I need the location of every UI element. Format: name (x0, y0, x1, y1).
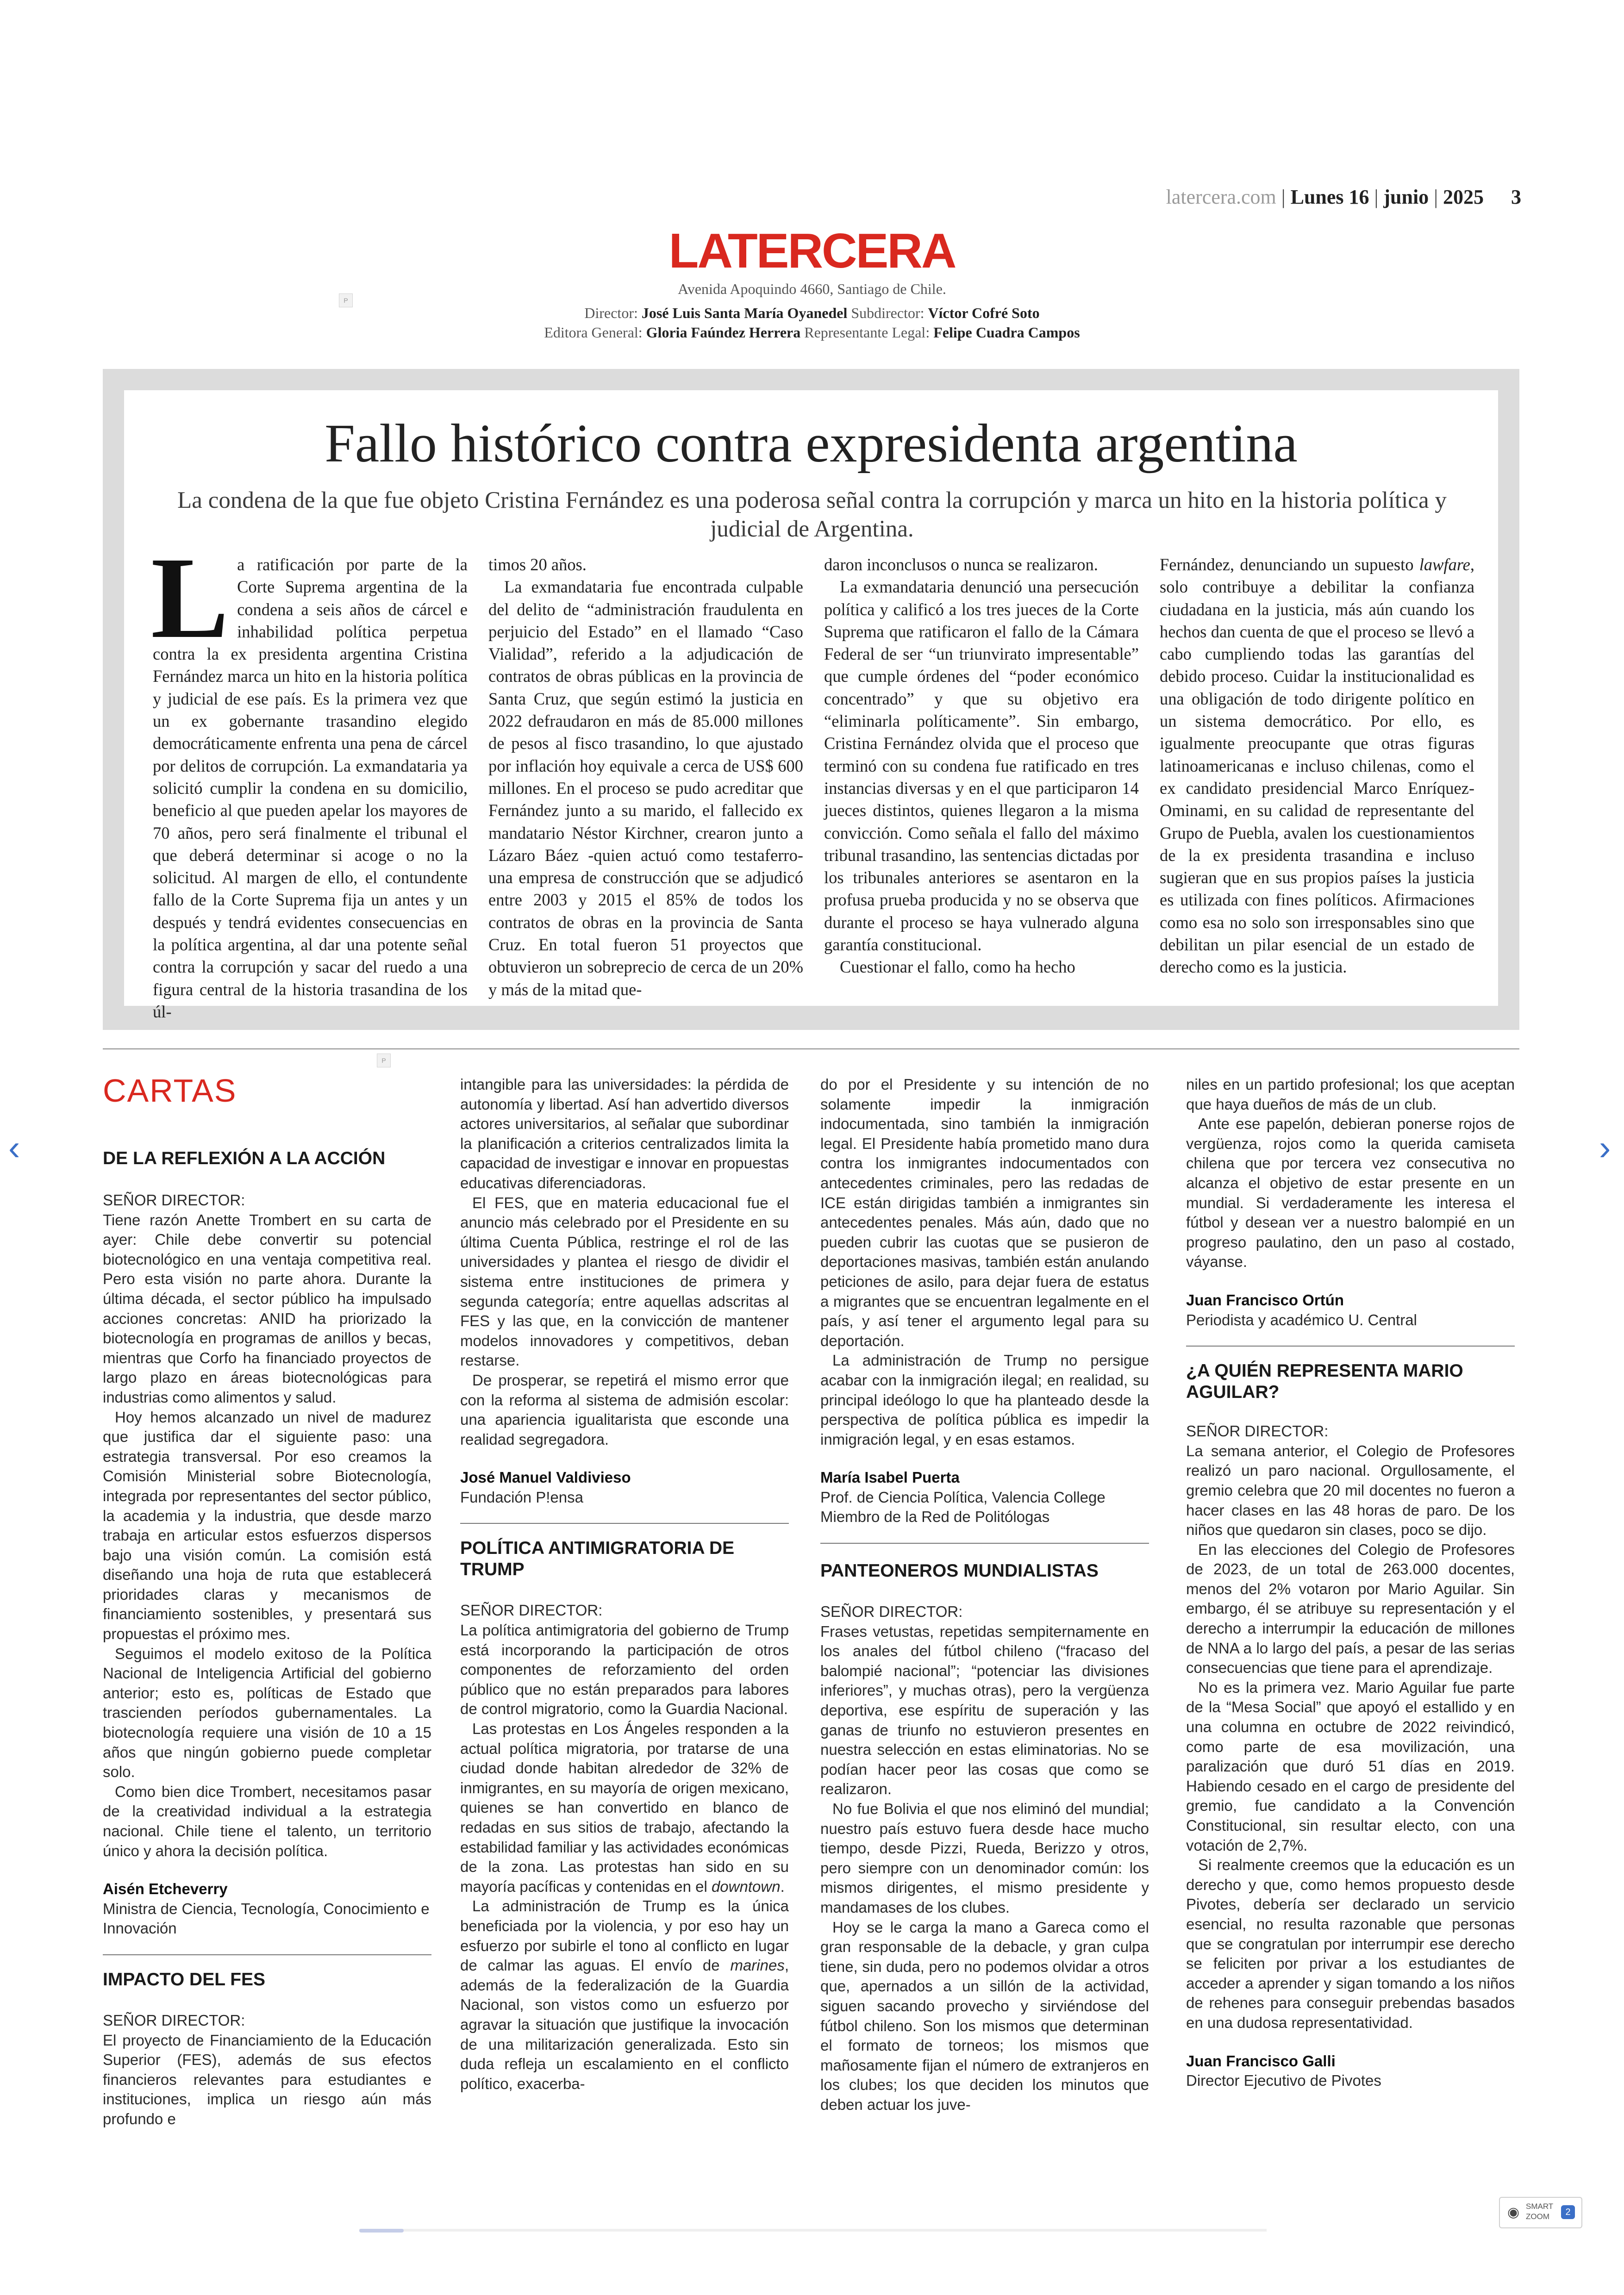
letter-paragraph: Seguimos el modelo exitoso de la Política Nacional de Inteligencia Artificial del gobierno anterior; esto es, políticas de Estado que trascienden períodos gubernamentales. La biotecnología requiere una visión de 10 a 15 años que ningún gobierno puede completar solo. (103, 1645, 431, 1781)
editorial-title: Fallo histórico contra expresidenta argentina (325, 413, 1298, 474)
smart-zoom-label: SMART ZOOM (1526, 2202, 1554, 2221)
letter-paragraph: niles en un partido profesional; los que aceptan que haya dueños de más de un club. (1186, 1076, 1515, 1113)
letter-signer: Juan Francisco Galli (1186, 2052, 1336, 2070)
editorial-column-3 (824, 554, 1139, 979)
letter-paragraph: Frases vetustas, repetidas sempiternamente en los anales del fútbol chileno (“fracaso del balompié nacional”; “potenciar las divisiones inferiores”, y muchas otras), pero la vergüenza deportiva, ese espíritu de superación y las ganas de triunfo no estuvieron presentes en nuestra selección en estas eliminatorias. No se podían hacer peor las cosas que como se realizaron. (820, 1622, 1149, 1798)
letter-paragraph: Tiene razón Anette Trombert en su carta de ayer: Chile debe convertir su potencial biotecnológico en una ventaja competitiva real. Pero esta visión no parte ahora. Durante la última década, el sector público ha impulsado acciones concretas: ANID ha priorizado la biotecnología en programas de anillos y becas, mientras que Corfo ha financiado proyectos de largo plazo en áreas biotecnológicas para industrias como alimentos y salud. (103, 1211, 431, 1406)
letter-title: DE LA REFLEXIÓN A LA ACCIÓN (103, 1148, 386, 1168)
letter-signer: Juan Francisco Ortún (1186, 1291, 1344, 1309)
letter-paragraph: No es la primera vez. Mario Aguilar fue parte de la “Mesa Social” que apoyó el estallido y en una columna en octubre de 2022 reivindicó, como parte de esa movilización, una paralización que duró 51 días en 2019. Habiendo cesado en el cargo de presidente del gremio, fue candidato a la Convención Constitucional, sin resultar electo, con una votación de 2,7%. (1186, 1678, 1515, 1854)
site-url[interactable]: latercera.com (1166, 186, 1276, 208)
header-day: Lunes 16 (1290, 186, 1369, 208)
editorial-paragraph: timos 20 años. (488, 555, 587, 574)
letter-affiliation: Ministra de Ciencia, Tecnología, Conocimiento e Innovación (103, 1900, 430, 1937)
letter-paragraph: intangible para las universidades: la pérdida de autonomía y libertad. Así han advertido diversos actores universitarios, al señalar que subordinar la planificación a criterios centralizados limita la capacidad de investigar e innovar en propuestas educativas diferenciadoras. (460, 1076, 789, 1191)
smart-zoom-button[interactable] (1499, 2197, 1582, 2228)
eye-icon: ◉ (1507, 2205, 1520, 2220)
editorial-paragraph: Cuestionar el fallo, como ha hecho (840, 957, 1075, 977)
letter-affiliation: Miembro de la Red de Politólogas (820, 1508, 1050, 1526)
editorial-paragraph: La exmandataria fue encontrada culpable del delito de “administración fraudulenta en perjuicio del Estado” en el llamado “Caso Vialidad”, referido a la adjudicación de contratos de obras públicas en la provincia de Santa Cruz, que según estimó la justicia en 2022 defraudaron en más de 85.000 millones de pesos al fisco trasandino, lo que ajustado por inflación hoy equivale a cerca de US$ 600 millones. En el proceso se pudo acreditar que Fernández junto a su marido, el fallecido ex mandatario Néstor Kirchner, crearon junto a Lázaro Báez -quien actuó como testaferro- una empresa de construcción que se adjudicó entre 2003 y 2015 el 85% de todos los contratos de obras en la provincia de Santa Cruz. En total fueron 51 proyectos que obtuvieron un sobreprecio de cerca de un 20% y más de la mitad que- (488, 577, 803, 999)
header-month: junio (1383, 186, 1429, 208)
editorial-subtitle: La condena de la que fue objeto Cristina Fernández es una poderosa señal contra la corrupción y marca un hito en la historia política y judicial de Argentina. (177, 487, 1447, 542)
letter-paragraph: La política antimigratoria del gobierno de Trump está incorporando la participación de otros componentes de reforzamiento del orden público que no están preparados para labores de control migratorio, como la Guardia Nacional. (460, 1621, 789, 1718)
letter-salutation: SEÑOR DIRECTOR: (820, 1603, 963, 1621)
letters-column-3 (820, 1075, 1149, 2115)
letter-title: POLÍTICA ANTIMIGRATORIA DE TRUMP (460, 1538, 735, 1580)
letter-title: ¿A QUIÉN REPRESENTA MARIO AGUILAR? (1186, 1361, 1463, 1403)
letter-separator (1186, 1346, 1515, 1347)
letter-paragraph: La administración de Trump no persigue acabar con la inmigración ilegal; en realidad, su principal ideólogo lo que ha planteado desde la perspectiva de política pública es impedir la inmigración legal, y en esas estamos. (820, 1352, 1149, 1448)
letter-affiliation: Director Ejecutivo de Pivotes (1186, 2072, 1381, 2089)
zoom-count-badge: 2 (1561, 2205, 1575, 2219)
letter-affiliation: Periodista y académico U. Central (1186, 1311, 1417, 1328)
image-placeholder-icon: P (339, 293, 353, 307)
letter-paragraph: Si realmente creemos que la educación es un derecho y que, como hemos propuesto desde Pivotes, debería ser declarado un servicio esencial, no resulta razonable que personas que se congratulan por interrumpir ese derecho se feliciten por privar a los estudiantes de acceder a aprender y sigan tomando a los niños de rehenes para conseguir prebendas basados en una dudosa representatividad. (1186, 1856, 1515, 2031)
letters-column-2 (460, 1075, 789, 2094)
letter-salutation: SEÑOR DIRECTOR: (460, 1602, 603, 1619)
page-number: 3 (1511, 186, 1521, 208)
letter-paragraph: Hoy se le carga la mano a Gareca como el gran responsable de la debacle, y gran culpa tiene, sin duda, pero no podemos olvidar a otros que, apernados a un sillón de la actividad, siguen sacando provecho y sirviéndose del fútbol chileno. Son los mismos que determinan el formato de torneos; los mismos que mañosamente fijan el número de extranjeros en los clubes; los que deciden los minutos que deben actuar los juve- (820, 1918, 1149, 2113)
letter-salutation: SEÑOR DIRECTOR: (1186, 1422, 1329, 1440)
letters-column-4 (1186, 1075, 1515, 2091)
letter-paragraph: Hoy hemos alcanzado un nivel de madurez que justifica dar el siguiente paso: una estrategia transversal. Por eso creamos la Comisión Ministerial sobre Biotecnología, integrada por representantes del sector público, la academia y la industria, que desde marzo trabaja en articular estos esfuerzos dispersos bajo una visión común. La comisión está diseñando una hoja de ruta que establecerá prioridades claras y mecanismos de financiamiento sostenibles, y presentará sus propuestas el próximo mes. (103, 1408, 431, 1643)
letter-paragraph: Como bien dice Trombert, necesitamos pasar de la creatividad individual a la estrategia nacional. Chile tiene el talento, un territorio único y ahora la decisión política. (103, 1783, 431, 1859)
letter-affiliation: Prof. de Ciencia Política, Valencia College (820, 1488, 1106, 1506)
letter-affiliation: Fundación P!ensa (460, 1488, 584, 1506)
prev-page-arrow[interactable]: ‹ (8, 1128, 20, 1167)
editorial-paragraph: La exmandataria denunció una persecución política y calificó a los tres jueces de la Corte Suprema que ratificaron el fallo de la Cámara Federal de ser “un triunvirato impresentable” que cumple órdenes del “poder económico concentrado” y que su objetivo era “eliminarla políticamente”. Sin embargo, Cristina Fernández olvida que el proceso que terminó con su condena fue ratificado en tres instancias diversas y en el que participaron 14 jueces distintos, quienes llegaron a la misma convicción. Como señala el fallo del máximo tribunal trasandino, las sentencias dictadas por los tribunales anteriores se asentaron en la profusa prueba producida y no se observa que durante el proceso se haya vulnerado alguna garantía constitucional. (824, 577, 1139, 954)
letter-salutation: SEÑOR DIRECTOR: (103, 1191, 245, 1209)
letters-column-1 (103, 1148, 431, 2129)
next-page-arrow[interactable]: › (1599, 1128, 1611, 1167)
drop-cap: L (151, 533, 229, 662)
letter-paragraph: Ante ese papelón, debieran ponerse rojos de vergüenza, rojos como la querida camiseta chilena que por tercera vez consecutiva no alcanza el objetivo de estar presente en un mundial. Si verdaderamente les interesa el fútbol y desean ver a nuestro balompié en un progreso paulatino, den un paso al costado, váyanse. (1186, 1115, 1515, 1271)
letter-paragraph: En las elecciones del Colegio de Profesores de 2023, de un total de 263.000 docentes, menos del 2% votaron por Mario Aguilar. Sin embargo, él se atribuye su representación y el derecho a interrumpir la educación de millones de NNA a lo largo del país, a pesar de las serias consecuencias que tiene para el aprendizaje. (1186, 1540, 1515, 1677)
editorial-column-4 (1160, 554, 1474, 979)
staff-line-directors: Director: José Luis Santa María Oyanedel Subdirector: Víctor Cofré Soto (584, 305, 1040, 321)
editorial-paragraph: a ratificación por parte de la Corte Suprema argentina de la condena a seis años de cárcel e inhabilidad política perpetua contra la ex presidenta argentina Cristina Fernández marca un hito en la historia política y judicial de ese país. Es la primera vez que un ex gobernante trasandino elegido democráticamente enfrenta una pena de cárcel por delitos de corrupción. La exmandataria ya solicitó cumplir la condena en su domicilio, beneficio al que pueden apelar los mayores de 70 años, pero será finalmente el tribunal el que deberá determinar si acoge o no la solicitud. Al margen de ello, el contundente fallo de la Corte Suprema fija un antes y un después y tendrá evidentes consecuencias en la política argentina, al dar una potente señal contra la corrupción y sacar del ruedo a una figura central de la historia trasandina de los úl- (153, 555, 468, 1021)
letter-signer: José Manuel Valdivieso (460, 1469, 631, 1486)
header-year: 2025 (1443, 186, 1484, 208)
letter-separator (820, 1543, 1149, 1544)
letter-paragraph: La administración de Trump es la única beneficiada por la violencia, y por eso hay un esfuerzo por subirle el tono al conflicto en lugar de calmar las aguas. El envío de marines, además de la federalización de la Guardia Nacional, son vistos como un esfuerzo por agravar la situación que justifique la invocación de una militarización generalizada. Esto sin duda refleja un escalamiento en el conflicto político, exacerba- (460, 1897, 789, 2092)
letter-signer: María Isabel Puerta (820, 1469, 960, 1486)
page-header-dateline: latercera.com | Lunes 16 | junio | 2025 3 (1166, 186, 1521, 208)
newspaper-logo: LATERCERA (668, 224, 956, 278)
letter-separator (103, 1954, 431, 1955)
letter-paragraph: De prosperar, se repetirá el mismo error que con la reforma al sistema de admisión escolar: una apariencia igualitarista que esconde una realidad segregadora. (460, 1371, 789, 1448)
letter-title: PANTEONEROS MUNDIALISTAS (820, 1561, 1099, 1581)
letter-paragraph: do por el Presidente y su intención de no solamente impedir la inmigración indocumentada, sino también la inmigración legal. El Presidente había prometido mano dura contra los inmigrantes indocumentados con antecedentes criminales, pero las redadas de ICE están dirigidas también a inmigrantes sin antecedentes penales. Más aún, dado que no pueden cubrir las cuotas que se pusieron de deportaciones masivas, también están anulando peticiones de asilo, para dejar fuera de estatus a migrantes que se encuentran legalmente en el país, y así tener el argumento legal para su deportación. (820, 1076, 1149, 1349)
letter-title: IMPACTO DEL FES (103, 1969, 266, 1989)
staff-line-editors: Editora General: Gloria Faúndez Herrera Representante Legal: Felipe Cuadra Campos (544, 324, 1080, 341)
editorial-column-1 (151, 533, 468, 1023)
section-divider (103, 1048, 1519, 1049)
editorial-paragraph: Fernández, denunciando un supuesto lawfare, solo contribuye a debilitar la confianza ciudadana en la justicia, más aún cuando los hechos dan cuenta de que el proceso se llevó a cabo cumpliendo todas las garantías del debido proceso. Cuidar la institucionalidad es una obligación de todo dirigente político en un sistema democrático. Por ello, es igualmente preocupante que otras figuras latinoamericanas e incluso chilenas, como el ex candidato presidencial Marco Enríquez-Ominami, en su calidad de representante del Grupo de Puebla, avalen los cuestionamientos de la ex presidenta trasandina e incluso sugieran que en sus propios países la justicia es utilizada con fines políticos. Afirmaciones como esa no solo son irresponsables sino que debilitan un pilar esencial de un estado de derecho como es la justicia. (1160, 555, 1474, 977)
newspaper-address: Avenida Apoquindo 4660, Santiago de Chile. (678, 281, 946, 297)
editorial-column-2 (488, 554, 803, 1001)
letter-paragraph: El proyecto de Financiamiento de la Educación Superior (FES), además de sus efectos financieros relevantes para estudiantes e instituciones, implica un riesgo aún más profundo e (103, 2031, 431, 2127)
page-scrollbar-track[interactable] (359, 2229, 1267, 2232)
letter-paragraph: El FES, que en materia educacional fue el anuncio más celebrado por el Presidente en su última Cuenta Pública, restringe el rol de las universidades y plantea el riesgo de dividir el sistema entre instituciones de primera y segunda categoría; entre aquellas adscritas al FES y las que, en la convicción de mantener modelos innovadores y competitivos, deban restarse. (460, 1194, 789, 1369)
letters-section-title: CARTAS (103, 1073, 237, 1109)
page-scrollbar-thumb[interactable] (359, 2229, 404, 2233)
letter-paragraph: La semana anterior, el Colegio de Profesores realizó un paro nacional. Orgullosamente, el gremio celebra que 20 mil docentes no fueron a hacer clases en las 48 horas de paro. De los niños que quedaron sin clases, poco se dijo. (1186, 1442, 1515, 1539)
editorial-paragraph: daron inconclusos o nunca se realizaron. (824, 555, 1098, 574)
letter-paragraph: Las protestas en Los Ángeles responden a la actual política migratoria, por tratarse de una ciudad donde habitan alrededor de 32% de inmigrantes, en su mayoría de origen mexicano, quienes se han convertido en blanco de redadas en sus sitios de trabajo, afectando la estabilidad familiar y las actividades económicas de la zona. Las protestas han sido en su mayoría pacíficas y contenidas en el downtown. (460, 1720, 789, 1895)
letter-signer: Aisén Etcheverry (103, 1880, 228, 1898)
letter-paragraph: No fue Bolivia el que nos eliminó del mundial; nuestro país estuvo fuera desde hace mucho tiempo, desde Pizzi, Rueda, Berizzo y otros, pero siempre con un denominador común: los mismos dirigentes, el mismo presidente y mandamases de los clubes. (820, 1800, 1149, 1916)
image-placeholder-icon: P (377, 1054, 391, 1067)
letter-separator (460, 1523, 789, 1524)
letter-salutation: SEÑOR DIRECTOR: (103, 2011, 245, 2029)
